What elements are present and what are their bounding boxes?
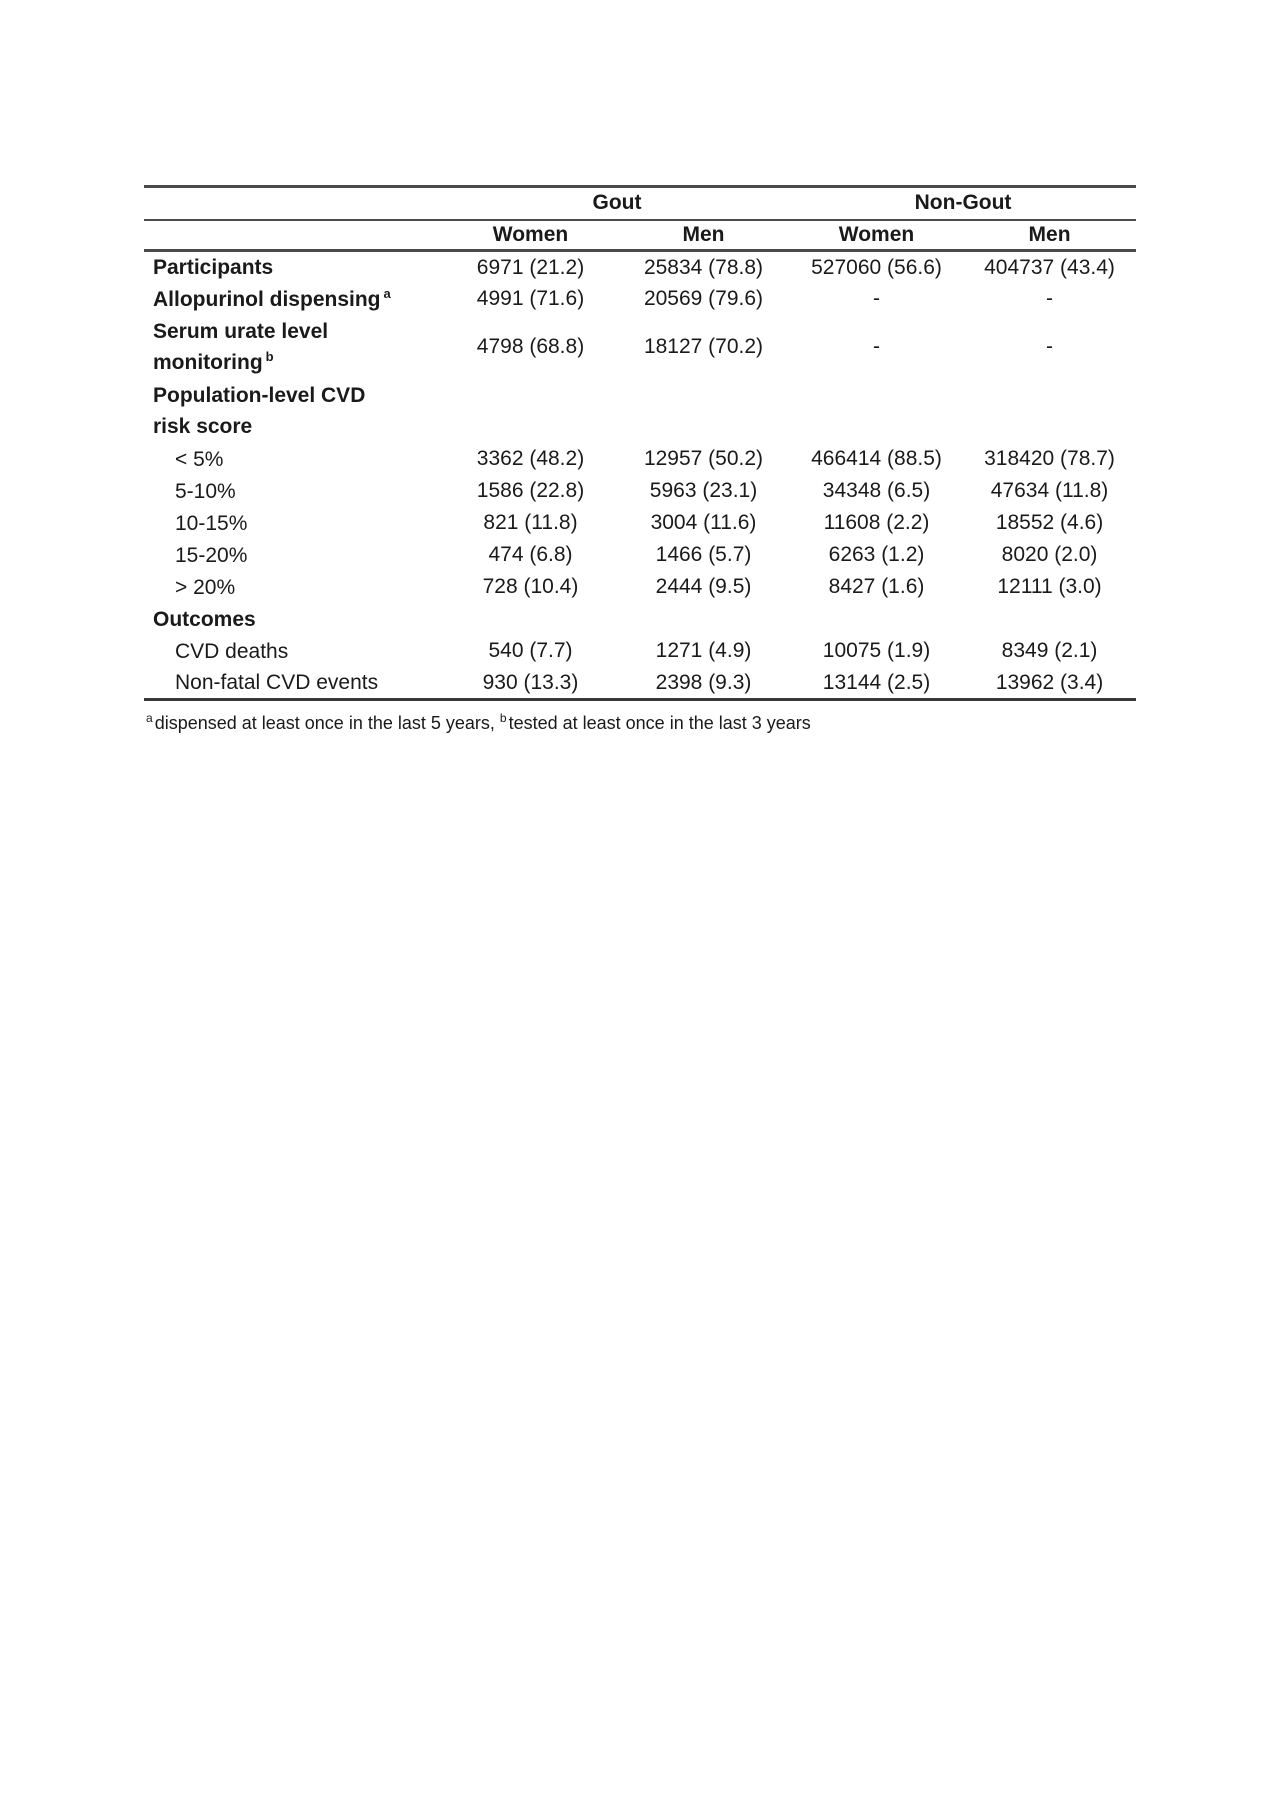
cell-value: - (1046, 335, 1054, 358)
cell-value: 821 (11.8) (483, 511, 578, 534)
cell-value: 930 (13.3) (482, 670, 579, 694)
row-outcomes (144, 603, 1136, 635)
footnote-marker-b: b (499, 711, 507, 725)
footnote-marker-b: b (265, 349, 274, 364)
row-label-text: Outcomes (153, 607, 256, 631)
row-label-text: 10-15% (175, 511, 248, 535)
row-label (144, 635, 444, 667)
cell-value: - (1046, 287, 1054, 310)
col-header-gout-men: Men (682, 222, 725, 246)
table-corner-cell (144, 220, 444, 251)
cell-value: 6263 (1.2) (828, 543, 925, 566)
row-label (144, 283, 444, 315)
row-risk-gt20 (144, 571, 1136, 603)
row-label (144, 507, 444, 539)
gout-participants-table (144, 185, 1136, 701)
row-nonfatal-cvd-events (144, 667, 1136, 700)
row-label (144, 475, 444, 507)
cell-value: 18127 (70.2) (643, 335, 764, 358)
header-group-row (144, 187, 1136, 220)
row-risk-5-10 (144, 475, 1136, 507)
cell-value: 2444 (9.5) (655, 575, 752, 598)
footnote-marker-a: a (146, 711, 153, 725)
cell-value: 4798 (68.8) (476, 335, 585, 358)
row-participants (144, 251, 1136, 284)
cell-value: 1466 (5.7) (655, 543, 752, 566)
col-header-nongout-men: Men (1028, 222, 1071, 246)
cell-value: - (873, 287, 881, 310)
row-label-text: < 5% (175, 447, 224, 471)
row-label (144, 539, 444, 571)
cell-value: 466414 (88.5) (811, 447, 942, 470)
cell-value: 3004 (11.6) (650, 511, 757, 534)
row-label-text: Population-level CVD (153, 384, 366, 407)
row-risk-15-20 (144, 539, 1136, 571)
cell-value: 12111 (3.0) (997, 575, 1102, 598)
row-label (144, 667, 444, 700)
row-label-text: Non-fatal CVD events (175, 671, 379, 694)
cell-value: 540 (7.7) (488, 639, 573, 662)
col-header-nongout-women: Women (838, 222, 915, 246)
cell-value: 6971 (21.2) (476, 255, 585, 279)
col-header-gout-women: Women (492, 222, 569, 246)
footnote-text-a: dispensed at least once in the last 5 years, (154, 713, 500, 733)
cell-value: 13144 (2.5) (822, 670, 931, 694)
cell-value: - (873, 335, 881, 358)
row-label (144, 443, 444, 475)
row-label-text: CVD deaths (175, 639, 289, 663)
cell-value: 1586 (22.8) (476, 479, 585, 502)
cell-value: 527060 (56.6) (811, 255, 942, 279)
table-footnote (146, 710, 811, 736)
footnote-marker-a: a (383, 285, 391, 301)
header-sub-row (144, 220, 1136, 251)
cell-value: 5963 (23.1) (649, 479, 758, 502)
cell-value: 8427 (1.6) (828, 575, 925, 598)
cell-value: 8349 (2.1) (1001, 639, 1098, 662)
row-risk-lt5 (144, 443, 1136, 475)
cell-value: 20569 (79.6) (643, 287, 764, 310)
row-label-text: 15-20% (175, 543, 248, 567)
cell-value: 2398 (9.3) (655, 670, 752, 694)
row-label-text: Serum urate level (153, 320, 329, 343)
row-label: Population-level CVD risk score (153, 384, 366, 438)
cell-value (790, 603, 963, 635)
cell-value (963, 603, 1136, 635)
cell-value (444, 379, 617, 443)
row-risk-10-15 (144, 507, 1136, 539)
row-label-text: Allopurinol dispensing (153, 287, 381, 311)
cell-value: 11608 (2.2) (823, 511, 930, 534)
cell-value: 13962 (3.4) (995, 670, 1104, 694)
row-cvd-deaths (144, 635, 1136, 667)
row-label-text: 5-10% (175, 479, 236, 503)
cell-value (790, 379, 963, 443)
row-cvd-risk-score (144, 379, 1136, 443)
row-label (144, 603, 444, 635)
cell-value: 18552 (4.6) (995, 511, 1104, 534)
cell-value (444, 603, 617, 635)
row-label (144, 571, 444, 603)
row-label-text: Participants (153, 256, 274, 279)
cell-value: 8020 (2.0) (1001, 543, 1098, 566)
cell-value (617, 379, 790, 443)
cell-value: 404737 (43.4) (984, 255, 1115, 279)
cell-value: 318420 (78.7) (984, 447, 1115, 470)
row-label: Serum urate level monitoring $^b$ (153, 320, 329, 374)
table-corner-cell (144, 187, 444, 220)
row-allopurinol-dispensing (144, 283, 1136, 315)
cell-value: 12957 (50.2) (643, 447, 764, 470)
row-serum-urate-monitoring (144, 315, 1136, 379)
cell-value: 1271 (4.9) (655, 639, 752, 662)
cell-value: 728 (10.4) (482, 575, 579, 598)
row-label-text: > 20% (175, 575, 236, 599)
cell-value (617, 603, 790, 635)
col-group-non-gout: Non-Gout (914, 191, 1012, 215)
col-group-gout: Gout (592, 191, 642, 215)
cell-value (963, 379, 1136, 443)
footnote-text-b: tested at least once in the last 3 years (508, 713, 811, 733)
cell-value: 3362 (48.2) (476, 447, 585, 470)
row-label (144, 251, 444, 284)
cell-value: 34348 (6.5) (822, 479, 931, 502)
cell-value: 10075 (1.9) (822, 639, 931, 662)
cell-value: 47634 (11.8) (990, 479, 1109, 502)
cell-value: 4991 (71.6) (476, 287, 585, 310)
cell-value: 25834 (78.8) (643, 255, 764, 279)
cell-value: 474 (6.8) (488, 543, 573, 566)
